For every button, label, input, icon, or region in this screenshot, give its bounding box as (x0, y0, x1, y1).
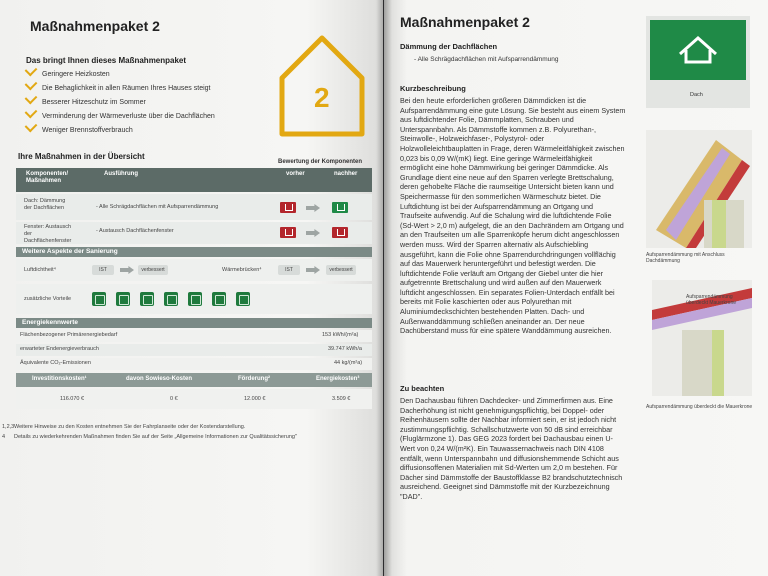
row-component: Dach: Dämmung der Dachflächen (24, 198, 66, 211)
energy-row: Flächenbezogener Primärenergiebedarf 153 kWh/(m²a) (16, 330, 372, 342)
table-row (16, 194, 372, 220)
table-row (16, 222, 372, 244)
row-component: Fenster: Austausch der Dachflächenfenster (24, 224, 72, 244)
benefit-item: Besserer Hitzeschutz im Sommer (26, 96, 146, 106)
arrow-right-icon (120, 266, 134, 274)
section-bar: Energiekennwerte (16, 318, 372, 328)
figure-caption: Aufsparrendämmung überdeckt die Mauerkrone (646, 404, 753, 410)
sowieso-cost: 0 € (170, 396, 178, 402)
ist-pill: IST (92, 265, 114, 275)
rating-before-icon (280, 202, 296, 213)
check-icon (25, 64, 38, 77)
roof-tile (650, 20, 746, 80)
funding-amount: 12.000 € (244, 396, 266, 402)
airtightness-row (16, 259, 372, 281)
figure-label: Aufsparrendämmung überdeckt Mauerkrone (686, 294, 737, 306)
col-header-after: nachher (334, 171, 358, 177)
benefit-item: Geringere Heizkosten (26, 68, 110, 78)
diamond-icon (236, 292, 250, 306)
rating-after-icon (332, 202, 348, 213)
value-icon (188, 292, 202, 306)
component-card (646, 16, 750, 108)
benefit-item: Weniger Brennstoffverbrauch (26, 124, 133, 134)
col-header-rating: Bewertung der Komponenten (278, 159, 363, 165)
row-execution: - Alle Schrägdachflächen mit Aufsparrendämmung (96, 204, 219, 210)
airtight-label: Luftdichtheit⁴ (24, 267, 57, 273)
extra-benefits-label: zusätzliche Vorteile (24, 296, 72, 302)
col-header-component: Komponenten/ Maßnahmen (26, 171, 68, 184)
col-header-execution: Ausführung (104, 171, 138, 177)
sound-icon (140, 292, 154, 306)
note-text: Den Dachausbau führen Dachdecker- und Zimmerfirmen aus. Eine Dacherhöhung ist nicht genehmigungspflichtig, bei Doppel- oder Reihenhäusern sollte der Nachbar informiert sein, er ist jedoch nicht zustimmungspflichtig. Schallschutzwerte von 50 dB sind erreichbar (Fluglärmzone 1). Das GEG 2023 fordert bei Dachausbau einen U-Wert von 0,24 W/(m²K). Ein Tauwassernachweis nach DIN 4108 entfällt, wenn Unterspannbahn und diffusionshemmende Schicht aus diffusionsoffenen Materialien mit Sd-Werten um 2,0 m bestehen. Für Dächer sind Dämmstoffe der Baustoffklasse B2 brandschutztechnisch ausreichend. Geeignet sind Dämmstoffe mit der Kurzbezeichnung "DAD". (400, 396, 623, 501)
footnote: Weitere Hinweise zu den Kosten entnehmen Sie der Fahrplanseite oder der Kostendarstellung. (14, 424, 246, 430)
costs-row (16, 389, 372, 409)
check-icon (25, 78, 38, 91)
card-label: Dach (690, 92, 703, 98)
measure-heading: Dämmung der Dachflächen (400, 42, 498, 51)
improved-pill: verbessert (326, 265, 356, 275)
left-page: Maßnahmenpaket 2 Das bringt Ihnen dieses Maßnahmenpaket Geringere Heizkosten Die Behaglichkeit in allen Räumen Ihres Hauses steigt Besserer Hitzeschutz im Sommer Verminderung der Wärmeverluste über die Dachflächen Weniger Brennstoffverbrauch 2 Ihre Maßnahmen in der Übersicht Komponenten/ Maßnahmen Ausführung Bewertung der Komponenten vorher nachher Dach: Dämmung der Dachflächen - Alle Schrägdachflächen mit Aufsparrendämmung Fenster: Austausch der Dachflächenfenster - Austausch Dachflächenfenster Weitere Aspekte der Sanierung Luftdichtheit⁴ IST verbessert Wärmebrücken⁴ IST verbessert zusätzliche Vorteile Energiekennwerte Flächenbezogener Primärenergiebedarf 153 kWh/(m²a) erwarteter Endenergieverbrauch 39.747 kWh/a Äquivalente CO₂-Emissionen 44 kg/(m²a) Investitionskosten¹ davon Sowieso-Kosten Förderung² Energiekosten³ 116.070 € 0 € 12.000 € 3.509 € 1,2,3 Weitere Hinweise zu den Kosten entnehmen Sie der Fahrplanseite oder der Kostendarstellung. 4 Details zu wiederkehrenden Maßnahmen finden Sie auf der Seite „Allgemeine Informationen zur Qualitätssicherung" (0, 0, 383, 576)
section-bar: Weitere Aspekte der Sanierung (16, 247, 372, 257)
rating-after-icon (332, 227, 348, 238)
comfort-icon (116, 292, 130, 306)
note-heading: Zu beachten (400, 384, 445, 393)
benefits-icons-row (16, 284, 372, 314)
benefit-item: Verminderung der Wärmeverluste über die Dachflächen (26, 110, 215, 120)
col-header-before: vorher (286, 171, 305, 177)
benefits-heading: Das bringt Ihnen dieses Maßnahmenpaket (26, 56, 187, 65)
energy-row: Äquivalente CO₂-Emissionen 44 kg/(m²a) (16, 358, 372, 370)
check-icon (25, 92, 38, 105)
arrow-right-icon (306, 229, 320, 237)
rating-before-icon (280, 227, 296, 238)
description-heading: Kurzbeschreibung (400, 84, 466, 93)
arrow-right-icon (306, 204, 320, 212)
ist-pill: IST (278, 265, 300, 275)
arrow-right-icon (306, 266, 320, 274)
overview-heading: Ihre Maßnahmen in der Übersicht (18, 152, 145, 161)
table-header (16, 159, 372, 192)
climate-icon (212, 292, 226, 306)
figure-caption: Aufsparrendämmung mit Anschluss Dachdämmung (646, 252, 725, 264)
check-icon (25, 120, 38, 133)
roof-section-illustration (646, 130, 752, 248)
page-title-left: Maßnahmenpaket 2 (30, 18, 160, 34)
energy-row: erwarteter Endenergieverbrauch 39.747 kWh/a (16, 344, 372, 356)
description-text: Bei den heute erforderlichen größeren Dämmdicken ist die Aufsparrendämmung eine gute Lösung. Sie besteht aus einem System aus luftdichtender Folie, Dämmplatten, Schrauben und Unterspannbahn. Als Dämmstoffe kommen z.B. Polyurethan-, Steinwolle-, Holzweichfaser-, Polystyrol- oder Holzwolleleichtbauplatten in Frage, deren Wärmeleitfähigkeit zwischen 0,023 bis 0,09 W/(mK) liegt. Eine geringe Wärmeleitfähigkeit ermöglicht eine hohe Dämmwirkung bei geringer Dämmdicke. Als Grundlage dient eine neue auf den Sparren verlegte Brettschalung, deren gehobelte Fläche die raumseitige Untersicht bieten kann und Speichermasse für den sommerlichen Wärmeschutz bietet. Die Luftdichtung ist bei der Aufsparrendämmung an Ortgang und Traufseite aufwendig. Auf die Schalung wird die luftdichtende Folie (Sd-Wert > 2,0 m) aufgelegt, die an den Dachrändern am Ortgang und an den Traufseiten um alle Sparrenköpfe herum dicht angeschlossen werden muss. Wird der Sparren alternativ als Aufschiebling ausgeführt, kann die Folie ohne Sparrendurchdringungen vollflächig auf das Mauerwerk heruntergeführt und befestigt werden. Die luftdichtende Folie verläuft am Ortgang der Giebel unter die hier aufgetrennte Brettschalung und wird außen auf den Mauerwerk luftdicht angeschlossen. Ein separates Folien-Unterdach entfällt bei bereits mit Folie kaschierten oder aus Polyurethan mit Aluminiumdeckschichten bestehenden Platten. Dach- und Außenwanddämmung schließen aneinander an. Der neue Dachüberstand muss für eine spätere Wanddämmung ausreichen. (400, 96, 626, 336)
costs-header: Investitionskosten¹ davon Sowieso-Kosten Förderung² Energiekosten³ (16, 373, 372, 387)
benefit-item: Die Behaglichkeit in allen Räumen Ihres Hauses steigt (26, 82, 210, 92)
thermal-bridge-label: Wärmebrücken⁴ (222, 267, 262, 273)
row-execution: - Austausch Dachflächenfenster (96, 228, 174, 234)
house-roof-icon (650, 20, 746, 80)
improved-pill: verbessert (138, 265, 168, 275)
energy-cost: 3.509 € (332, 396, 351, 402)
package-number: 2 (314, 82, 330, 113)
heating-icon (92, 292, 106, 306)
footnote: Details zu wiederkehrenden Maßnahmen finden Sie auf der Seite „Allgemeine Informationen zur Qualitätssicherung" (14, 434, 297, 440)
measure-item: - Alle Schrägdachflächen mit Aufsparrendämmung (414, 56, 559, 63)
summer-icon (164, 292, 178, 306)
page-title-right: Maßnahmenpaket 2 (400, 14, 530, 30)
book-gutter (376, 0, 392, 576)
check-icon (25, 106, 38, 119)
invest-cost: 116.070 € (60, 396, 85, 402)
